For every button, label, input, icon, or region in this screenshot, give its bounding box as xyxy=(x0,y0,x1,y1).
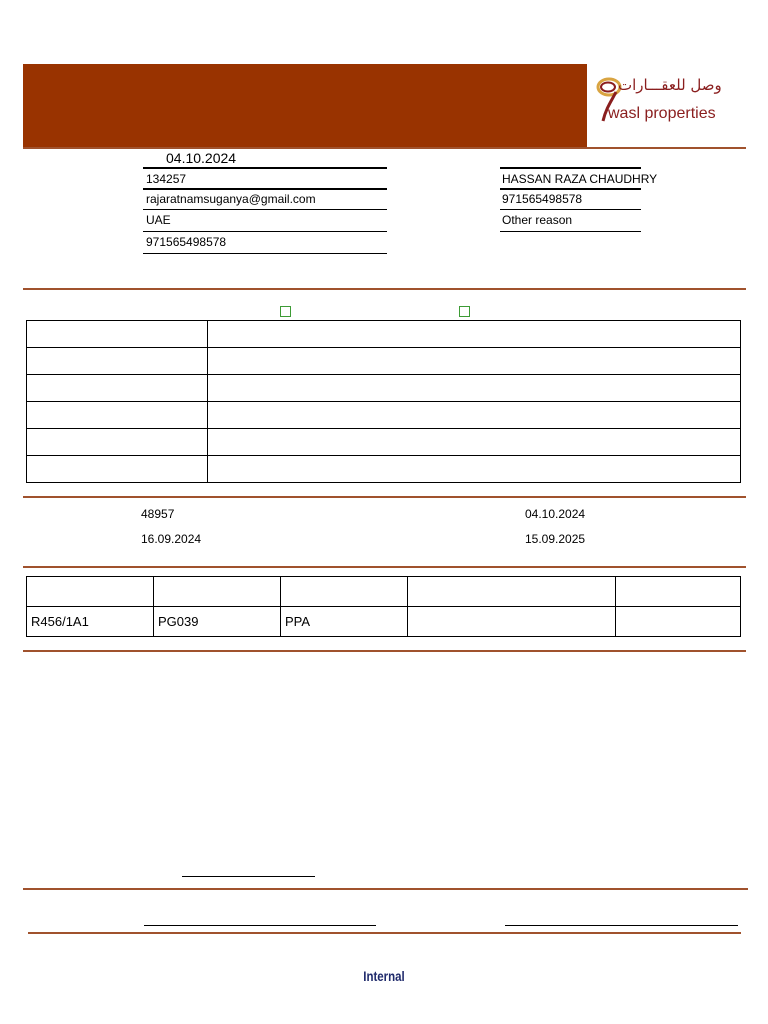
section-rule-3 xyxy=(23,566,746,568)
contact-name-value: HASSAN RAZA CHAUDHRY xyxy=(502,172,658,186)
contact-reason-underline xyxy=(500,231,641,232)
contact-top-underline xyxy=(500,167,641,169)
date-underline xyxy=(143,167,387,169)
section-rule-2 xyxy=(23,496,746,498)
unit-code-cell: PG039 xyxy=(154,607,281,637)
table-row xyxy=(27,375,741,402)
table-row xyxy=(27,348,741,375)
unit-type-cell: PPA xyxy=(281,607,408,637)
email-underline xyxy=(143,209,387,210)
contract-start-value: 16.09.2024 xyxy=(141,532,202,546)
header-rule xyxy=(23,147,746,149)
table-row xyxy=(27,321,741,348)
details-table xyxy=(26,320,741,483)
table-cell xyxy=(208,321,741,348)
contract-date-value: 04.10.2024 xyxy=(525,507,586,521)
logo-arabic-text: وصل للعقـــارات xyxy=(618,76,722,94)
table-row xyxy=(27,429,741,456)
signature-line-3 xyxy=(505,925,738,926)
table-cell xyxy=(616,607,741,637)
table-row xyxy=(27,607,741,637)
header-banner xyxy=(23,64,587,148)
table-row xyxy=(27,577,741,607)
table-cell xyxy=(408,577,616,607)
table-cell xyxy=(208,348,741,375)
logo-english-text: wasl properties xyxy=(608,105,716,122)
request-date: 04.10.2024 xyxy=(166,150,237,166)
contact-phone-underline xyxy=(500,209,641,210)
table-cell xyxy=(208,402,741,429)
table-row xyxy=(27,402,741,429)
classification-label: Internal xyxy=(363,968,405,984)
country-value: UAE xyxy=(146,213,171,227)
table-cell xyxy=(208,375,741,402)
option-checkbox-1[interactable] xyxy=(280,306,291,317)
table-cell xyxy=(27,456,208,483)
table-cell xyxy=(27,429,208,456)
signature-line-1 xyxy=(182,876,315,877)
contract-end-value: 15.09.2025 xyxy=(525,532,586,546)
email-value: rajaratnamsuganya@gmail.com xyxy=(146,192,316,206)
table-cell xyxy=(27,375,208,402)
table-cell xyxy=(208,429,741,456)
table-cell xyxy=(27,402,208,429)
option-checkbox-2[interactable] xyxy=(459,306,470,317)
table-cell xyxy=(208,456,741,483)
table-cell xyxy=(154,577,281,607)
section-rule-6 xyxy=(28,932,741,934)
wasl-logo xyxy=(592,72,742,132)
contact-phone-value: 971565498578 xyxy=(502,192,583,206)
table-cell xyxy=(616,577,741,607)
table-cell xyxy=(27,348,208,375)
phone-underline xyxy=(143,253,387,254)
signature-line-2 xyxy=(144,925,376,926)
section-rule-1 xyxy=(23,288,746,290)
contract-number-value: 48957 xyxy=(141,507,175,521)
unit-table xyxy=(26,576,741,637)
contact-name-underline xyxy=(500,188,641,190)
table-cell xyxy=(27,577,154,607)
table-cell xyxy=(281,577,408,607)
country-underline xyxy=(143,231,387,232)
table-cell xyxy=(408,607,616,637)
phone-value: 971565498578 xyxy=(146,235,227,249)
id-underline xyxy=(143,188,387,190)
section-rule-5 xyxy=(23,888,748,890)
section-rule-4 xyxy=(23,650,746,652)
table-cell xyxy=(27,321,208,348)
unit-number-cell: R456/1A1 xyxy=(27,607,154,637)
contact-reason-value: Other reason xyxy=(502,213,573,227)
id-number-value: 134257 xyxy=(146,172,187,186)
table-row xyxy=(27,456,741,483)
